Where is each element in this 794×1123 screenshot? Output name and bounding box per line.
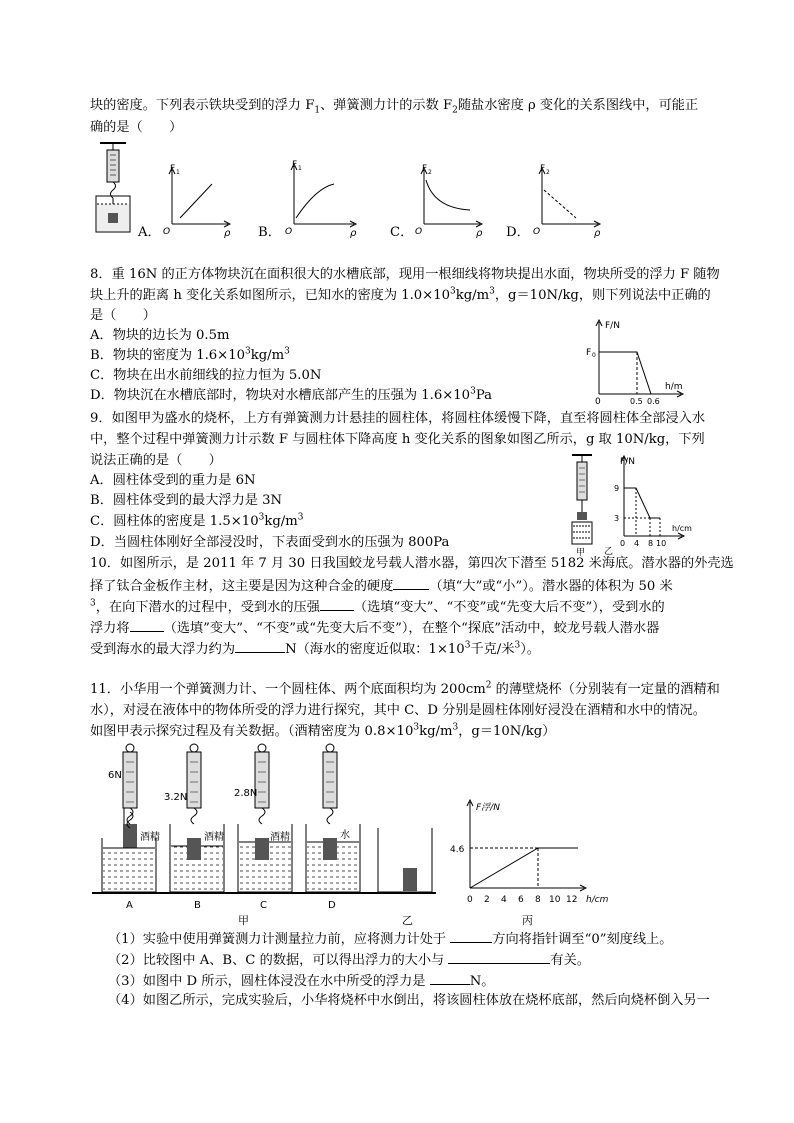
svg-text:F: F [292, 160, 298, 170]
svg-text:10: 10 [549, 895, 561, 905]
q10-line5: 受到海水的最大浮力约为 N（海水的密度近似取：$1\times 10^3$千克/米$^3$）。 [90, 640, 540, 657]
q9-option-c: C．圆柱体的密度是 $1.5\times 10^3kg/m^3$ [90, 512, 304, 529]
letter-d: D [328, 900, 336, 911]
svg-text:3: 3 [614, 514, 620, 523]
q10-line4: 浮力将 （选填”变大”、“不变”或“先变大后不变”），在整个“探底”活动中，蛟龙号载人潜水器 [90, 618, 659, 638]
svg-text:8: 8 [535, 895, 541, 905]
svg-text:F: F [422, 164, 428, 174]
q8-option-d: D．物块沉在水槽底部时，物块对水槽底部产生的压强为 $1.6\times 10^3Pa$ [90, 386, 492, 403]
svg-text:8: 8 [648, 539, 654, 548]
svg-text:0.6: 0.6 [647, 397, 660, 406]
q8-graph [585, 316, 695, 406]
svg-text:2: 2 [546, 169, 550, 176]
svg-text:h/cm: h/cm [586, 895, 609, 905]
q11-blank-3[interactable] [430, 971, 470, 985]
q9-graph [600, 452, 700, 556]
q9-apparatus-figure [566, 452, 598, 556]
q9-stem-line3: 说法正确的是（ ） [90, 453, 222, 468]
beaker-b [170, 744, 224, 892]
svg-text:h/cm: h/cm [672, 524, 692, 533]
beaker-c [238, 744, 292, 892]
svg-text:乙: 乙 [604, 547, 614, 557]
label-bing: 丙 [522, 914, 533, 927]
letter-a: A [126, 900, 133, 911]
svg-text:O: O [415, 227, 423, 237]
svg-text:ρ: ρ [476, 228, 483, 239]
q11-sub2: （2）比较图中 A、B、C 的数据，可以得出浮力的大小与 有关。 [108, 950, 590, 970]
svg-text:F浮/N: F浮/N [476, 803, 500, 813]
q10-blank-max-buoyancy[interactable] [235, 639, 285, 653]
graph-bing [450, 800, 609, 927]
q8-option-c: C．物块在出水前细线的拉力恒为 5.0N [90, 368, 322, 383]
svg-text:0.5: 0.5 [630, 397, 643, 406]
q9-stem-line2: 中，整个过程中弹簧测力计示数 F 与圆柱体下降高度 h 变化关系的图象如图乙所示，g 取 10N/kg，下列 [90, 432, 705, 447]
q10-blank-hardness[interactable] [393, 576, 429, 590]
beaker-yi [376, 828, 436, 893]
svg-text:h/m: h/m [665, 382, 683, 392]
svg-text:1: 1 [176, 169, 180, 176]
q7-a-y-label: F [170, 164, 176, 174]
svg-text:4: 4 [501, 895, 507, 905]
svg-text:2: 2 [428, 169, 432, 176]
svg-text:ρ: ρ [594, 228, 601, 239]
q7-graph-c [412, 162, 488, 238]
q11-sub3: （3）如图中 D 所示，圆柱体浸没在水中所受的浮力是 N。 [108, 971, 494, 991]
q8-stem-line3: 是（ ） [90, 308, 156, 323]
liquid-a: 酒精 [140, 832, 160, 843]
label-yi: 乙 [402, 914, 413, 927]
svg-text:0: 0 [467, 895, 473, 905]
q9-option-b: B．圆柱体受到的最大浮力是 3N [90, 493, 283, 508]
q11-line3: 如图甲表示探究过程及有关数据。（酒精密度为 $0.8\times 10^3kg/m^3$，g＝10N/kg） [90, 722, 556, 739]
q10-line1: 10．如图所示，是 2011 年 7 月 30 日我国蛟龙号载人潜水器，第四次下潜至 5182 米海底。潜水器的外壳选 [90, 556, 734, 571]
q10-blank-pressure[interactable] [320, 597, 354, 611]
svg-text:0: 0 [595, 397, 601, 407]
svg-text:10: 10 [656, 539, 667, 548]
svg-text:6: 6 [518, 895, 524, 905]
q11-line1: 11．小华用一个弹簧测力计、一个圆柱体、两个底面积均为 $200cm^2$ 的薄壁烧杯（分别装有一定量的酒精和 [90, 680, 720, 697]
svg-text:1: 1 [298, 165, 302, 172]
svg-text:O: O [285, 227, 293, 237]
q7-option-c: C． [390, 225, 414, 240]
q9-option-a: A．圆柱体受到的重力是 6N [90, 473, 256, 488]
q10-line2: 择了钛合金板作主材，这主要是因为这种合金的硬度 （填“大”或“小”）。潜水器的体积为 50 米 [90, 576, 673, 596]
q11-sub1: （1）实验中使用弹簧测力计测量拉力前，应将测力计处于 方向将指针调至“0”刻度线上。 [108, 929, 672, 949]
svg-text:F/N: F/N [605, 321, 620, 331]
svg-text:4: 4 [634, 539, 640, 548]
q8-stem-line2: 块上升的距离 h 变化关系如图所示，已知水的密度为 $1.0\times 10^3kg/m^3$，g＝10N/kg，则下列说法中正确的 [90, 286, 711, 303]
svg-text:9: 9 [614, 484, 620, 493]
q7-graph-a [160, 162, 236, 238]
q11-sub4: （4）如图乙所示，完成实验后，小华将烧杯中水倒出，将该圆柱体放在烧杯底部，然后向烧杯倒入另一 [108, 993, 710, 1008]
beaker-d [306, 744, 360, 892]
q7-graph-b [282, 158, 362, 238]
svg-text:12: 12 [566, 895, 578, 905]
q7-option-a: A． [138, 225, 161, 240]
label-jia: 甲 [238, 914, 249, 927]
reading-c: 2.8N [234, 788, 258, 799]
q11-blank-2[interactable] [448, 950, 550, 964]
svg-text:F: F [540, 164, 546, 174]
q10-blank-buoyancy[interactable] [130, 618, 164, 632]
svg-text:O: O [533, 227, 541, 237]
q10-line3: $^3$，在向下潜水的过程中，受到水的压强 （选填“变大”、“不变”或“先变大后不变”），受到水的 [90, 598, 665, 615]
svg-text:F: F [586, 348, 592, 358]
q7-stem-line2: 确的是（ ） [90, 120, 183, 135]
reading-b: 3.2N [164, 792, 188, 803]
svg-text:甲: 甲 [576, 548, 586, 558]
liquid-d: 水 [340, 830, 350, 841]
svg-text:0: 0 [592, 352, 596, 359]
q11-figure [90, 742, 609, 932]
svg-text:0: 0 [620, 539, 626, 548]
q11-line2: 水），对浸在液体中的物体所受的浮力进行探究，其中 C、D 分别是圆柱体刚好浸没在酒精和水中的情况。 [90, 703, 706, 718]
q7-stem-line1: 块的密度。下列表示铁块受到的浮力 $F_1$、弹簧测力计的示数 $F_2$随盐水密度 ρ 变化的关系图线中，可能正 [90, 98, 699, 116]
reading-a: 6N [108, 770, 122, 781]
q7-option-b: B． [258, 225, 281, 240]
q7-option-d: D． [506, 225, 530, 240]
q7-graph-d [530, 162, 606, 238]
q9-stem-line1: 9．如图甲为盛水的烧杯，上方有弹簧测力计悬挂的圆柱体，将圆柱体缓慢下降，直至将圆柱体全部浸入水 [90, 411, 706, 426]
q9-option-d: D．当圆柱体刚好全部浸没时，下表面受到水的压强为 800Pa [90, 535, 450, 550]
svg-text:ρ: ρ [224, 228, 231, 239]
liquid-b: 酒精 [204, 832, 224, 843]
q8-option-a: A．物块的边长为 0.5m [90, 328, 230, 343]
q8-option-b: B．物块的密度为 $1.6\times 10^3kg/m^3$ [90, 346, 290, 363]
svg-text:O: O [163, 227, 171, 237]
q11-blank-1[interactable] [450, 929, 492, 943]
svg-text:ρ: ρ [350, 228, 357, 239]
letter-b: B [194, 900, 201, 911]
liquid-c: 酒精 [270, 832, 290, 843]
svg-text:4.6: 4.6 [450, 845, 465, 855]
svg-text:2: 2 [484, 895, 490, 905]
svg-text:F/N: F/N [620, 457, 635, 467]
letter-c: C [260, 900, 267, 911]
q7-apparatus-figure [92, 140, 134, 236]
q8-stem-line1: 8．重 16N 的正方体物块沉在面积很大的水槽底部，现用一根细线将物块提出水面，物块所受的浮力 F 随物 [90, 267, 720, 282]
